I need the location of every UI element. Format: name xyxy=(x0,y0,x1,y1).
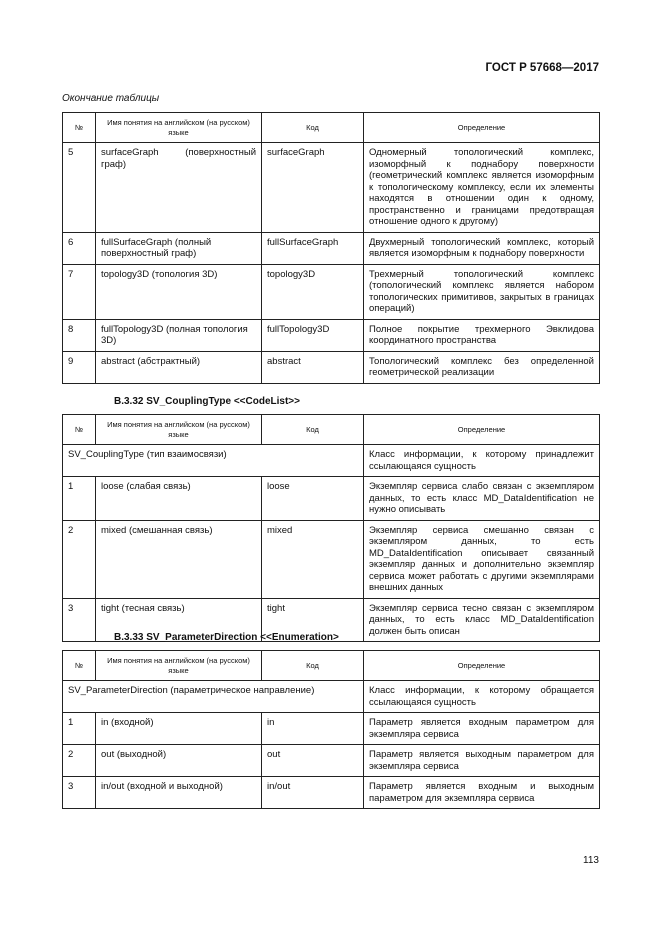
row-definition: Параметр является входным и выходным параметром для экземпляра сервиса xyxy=(364,777,600,809)
standard-header: ГОСТ Р 57668—2017 xyxy=(485,62,599,74)
row-code: tight xyxy=(262,598,364,642)
class-definition: Класс информации, к которому обращается ссылающаяся сущность xyxy=(364,681,600,713)
row-code: out xyxy=(262,745,364,777)
row-code: fullSurfaceGraph xyxy=(262,232,364,264)
row-code: topology3D xyxy=(262,264,364,319)
row-name: fullTopology3D (полная топология 3D) xyxy=(96,319,262,351)
section-title-parameter-direction: B.3.33 SV_ParameterDirection <<Enumeration> xyxy=(114,632,339,643)
row-code: fullTopology3D xyxy=(262,319,364,351)
table-row xyxy=(63,143,600,233)
col-header-name: Имя понятия на английском (на русском) языке xyxy=(96,415,262,445)
row-definition: Двухмерный топологический комплекс, который является изоморфным к поднабору поверхности xyxy=(364,232,600,264)
table-row xyxy=(63,351,600,383)
parameter-direction-table xyxy=(62,650,600,809)
row-num: 8 xyxy=(63,319,96,351)
table-header-row xyxy=(63,651,600,681)
col-header-code: Код xyxy=(262,113,364,143)
row-num: 9 xyxy=(63,351,96,383)
table-row xyxy=(63,264,600,319)
table-header-row xyxy=(63,415,600,445)
row-num: 1 xyxy=(63,477,96,521)
row-code: surfaceGraph xyxy=(262,143,364,233)
section-title-coupling-type: B.3.32 SV_CouplingType <<CodeList>> xyxy=(114,396,300,407)
class-definition: Класс информации, к которому принадлежит ссылающаяся сущность xyxy=(364,445,600,477)
row-definition: Полное покрытие трехмерного Эвклидова координатного пространства xyxy=(364,319,600,351)
col-header-definition: Определение xyxy=(364,113,600,143)
row-num: 1 xyxy=(63,713,96,745)
coupling-type-table xyxy=(62,414,600,642)
row-code: loose xyxy=(262,477,364,521)
row-definition: Одномерный топологический комплекс, изоморфный к поднабору поверхности (геометрический комплекс является изоморфным к топологическому комплексу, если их элементы находятся в отношении один к одному, пространственно и границами предотвращая отношение одного к другому) xyxy=(364,143,600,233)
col-header-name: Имя понятия на английском (на русском) языке xyxy=(96,651,262,681)
row-code: in/out xyxy=(262,777,364,809)
row-name: in/out (входной и выходной) xyxy=(96,777,262,809)
row-name: fullSurfaceGraph (полный поверхностный граф) xyxy=(96,232,262,264)
col-header-code: Код xyxy=(262,651,364,681)
row-definition: Экземпляр сервиса слабо связан с экземпляром данных, то есть класс MD_DataIdentification не нужно описывать xyxy=(364,477,600,521)
table-row xyxy=(63,745,600,777)
row-num: 5 xyxy=(63,143,96,233)
row-definition: Экземпляр сервиса тесно связан с экземпляром данных, то есть класс MD_DataIdentification должен быть описан xyxy=(364,598,600,642)
row-definition: Экземпляр сервиса смешанно связан с экземпляром данных, то есть MD_DataIdentification описывает связанный экземпляр данных и дополнительно экземпляр сервиса может работать с другими экземплярами внешних данных xyxy=(364,520,600,598)
row-code: mixed xyxy=(262,520,364,598)
row-num: 3 xyxy=(63,598,96,642)
row-definition: Топологический комплекс без определенной геометрической реализации xyxy=(364,351,600,383)
row-num: 6 xyxy=(63,232,96,264)
col-header-name: Имя понятия на английском (на русском) языке xyxy=(96,113,262,143)
row-name: mixed (смешанная связь) xyxy=(96,520,262,598)
row-num: 3 xyxy=(63,777,96,809)
class-row xyxy=(63,681,600,713)
row-definition: Параметр является входным параметром для экземпляра сервиса xyxy=(364,713,600,745)
topology-table xyxy=(62,112,600,384)
table-row xyxy=(63,777,600,809)
col-header-code: Код xyxy=(262,415,364,445)
table-header-row xyxy=(63,113,600,143)
row-name: abstract (абстрактный) xyxy=(96,351,262,383)
row-name: surfaceGraph (поверхностный граф) xyxy=(96,143,262,233)
table-row xyxy=(63,477,600,521)
row-code: abstract xyxy=(262,351,364,383)
row-num: 7 xyxy=(63,264,96,319)
col-header-definition: Определение xyxy=(364,415,600,445)
class-name: SV_CouplingType (тип взаимосвязи) xyxy=(63,445,364,477)
row-definition: Параметр является выходным параметром для экземпляра сервиса xyxy=(364,745,600,777)
row-name: loose (слабая связь) xyxy=(96,477,262,521)
col-header-num: № xyxy=(63,113,96,143)
row-definition: Трехмерный топологический комплекс (топологический комплекс является набором топологических примитивов, закрытых в границах операций) xyxy=(364,264,600,319)
row-num: 2 xyxy=(63,520,96,598)
col-header-definition: Определение xyxy=(364,651,600,681)
row-name: in (входной) xyxy=(96,713,262,745)
class-name: SV_ParameterDirection (параметрическое направление) xyxy=(63,681,364,713)
table-row xyxy=(63,520,600,598)
col-header-num: № xyxy=(63,415,96,445)
page-number: 113 xyxy=(583,855,599,866)
row-code: in xyxy=(262,713,364,745)
table-row xyxy=(63,713,600,745)
row-name: tight (тесная связь) xyxy=(96,598,262,642)
class-row xyxy=(63,445,600,477)
col-header-num: № xyxy=(63,651,96,681)
row-name: out (выходной) xyxy=(96,745,262,777)
table-caption: Окончание таблицы xyxy=(62,93,160,104)
row-name: topology3D (топология 3D) xyxy=(96,264,262,319)
table-row xyxy=(63,319,600,351)
table-row xyxy=(63,232,600,264)
row-num: 2 xyxy=(63,745,96,777)
